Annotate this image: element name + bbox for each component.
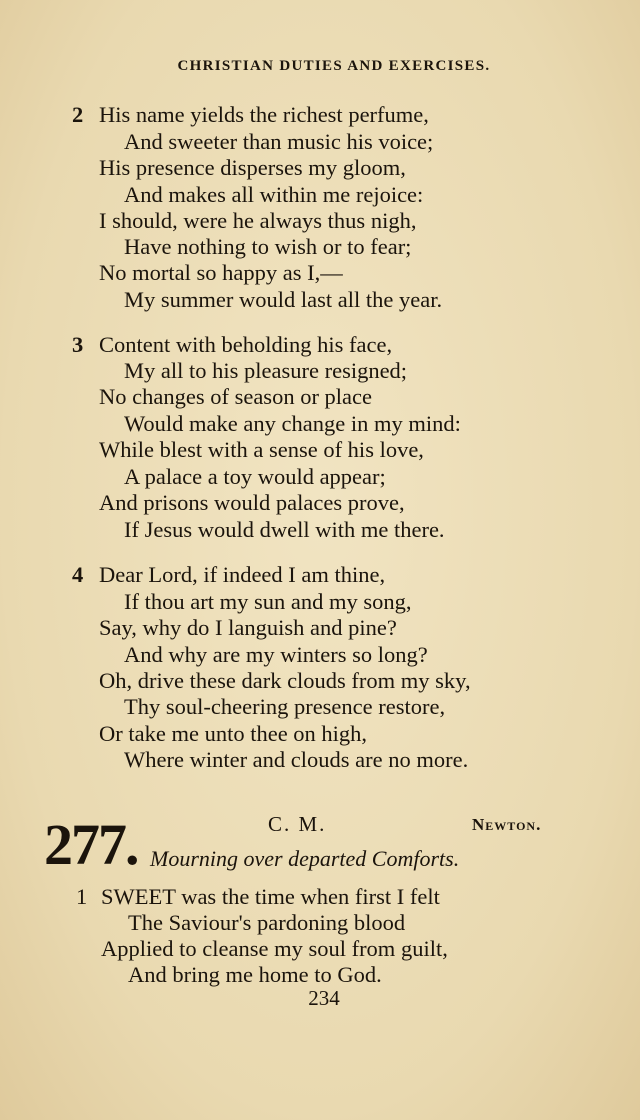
verse-line: I should, were he always thus nigh, <box>99 208 417 233</box>
hymn-number: 277. <box>44 812 138 877</box>
verse-line: Have nothing to wish or to fear; <box>124 234 412 259</box>
stanza-number: 2 <box>72 102 84 127</box>
verse-line: Thy soul-cheering presence restore, <box>124 694 446 719</box>
verse-line: His presence disperses my gloom, <box>99 155 406 180</box>
verse-line: His name yields the richest perfume, <box>99 102 429 127</box>
verse-line: Or take me unto thee on high, <box>99 721 368 746</box>
stanza-number: 3 <box>72 332 84 357</box>
verse-line: While blest with a sense of his love, <box>99 437 424 462</box>
verse-line: No changes of season or place <box>99 384 373 409</box>
verse-line: If thou art my sun and my song, <box>124 589 412 614</box>
verse-line: And sweeter than music his voice; <box>124 129 434 154</box>
hymn-title: Mourning over departed Comforts. <box>150 846 460 871</box>
verse-line: If Jesus would dwell with me there. <box>124 517 445 542</box>
hymn-meter: C. M. <box>268 812 327 836</box>
verse-line: Content with beholding his face, <box>99 332 393 357</box>
verse-line: A palace a toy would appear; <box>124 464 386 489</box>
running-header: CHRISTIAN DUTIES AND EXERCISES. <box>177 58 491 74</box>
verse-line: My summer would last all the year. <box>124 287 443 312</box>
stanza-number: 4 <box>72 562 84 587</box>
verse-line: The Saviour's pardoning blood <box>128 910 406 935</box>
verse-line: And prisons would palaces prove, <box>99 490 405 515</box>
verse-line: No mortal so happy as I,— <box>99 260 343 285</box>
stanza-number: 1 <box>76 884 88 909</box>
verse-line: Would make any change in my mind: <box>124 411 461 436</box>
verse-line: And why are my winters so long? <box>124 642 428 667</box>
page-number: 234 <box>308 986 340 1010</box>
verse-line: Oh, drive these dark clouds from my sky, <box>99 668 471 693</box>
hymn-composer: Newton. <box>472 815 542 834</box>
verse-line: Say, why do I languish and pine? <box>99 615 397 640</box>
verse-line: Where winter and clouds are no more. <box>124 747 469 772</box>
verse-line: And makes all within me rejoice: <box>124 182 424 207</box>
verse-line: Applied to cleanse my soul from guilt, <box>101 936 448 961</box>
verse-line: SWEET was the time when first I felt <box>101 884 440 909</box>
verse-line: And bring me home to God. <box>128 962 382 987</box>
verse-line: Dear Lord, if indeed I am thine, <box>99 562 386 587</box>
verse-line: My all to his pleasure resigned; <box>124 358 408 383</box>
